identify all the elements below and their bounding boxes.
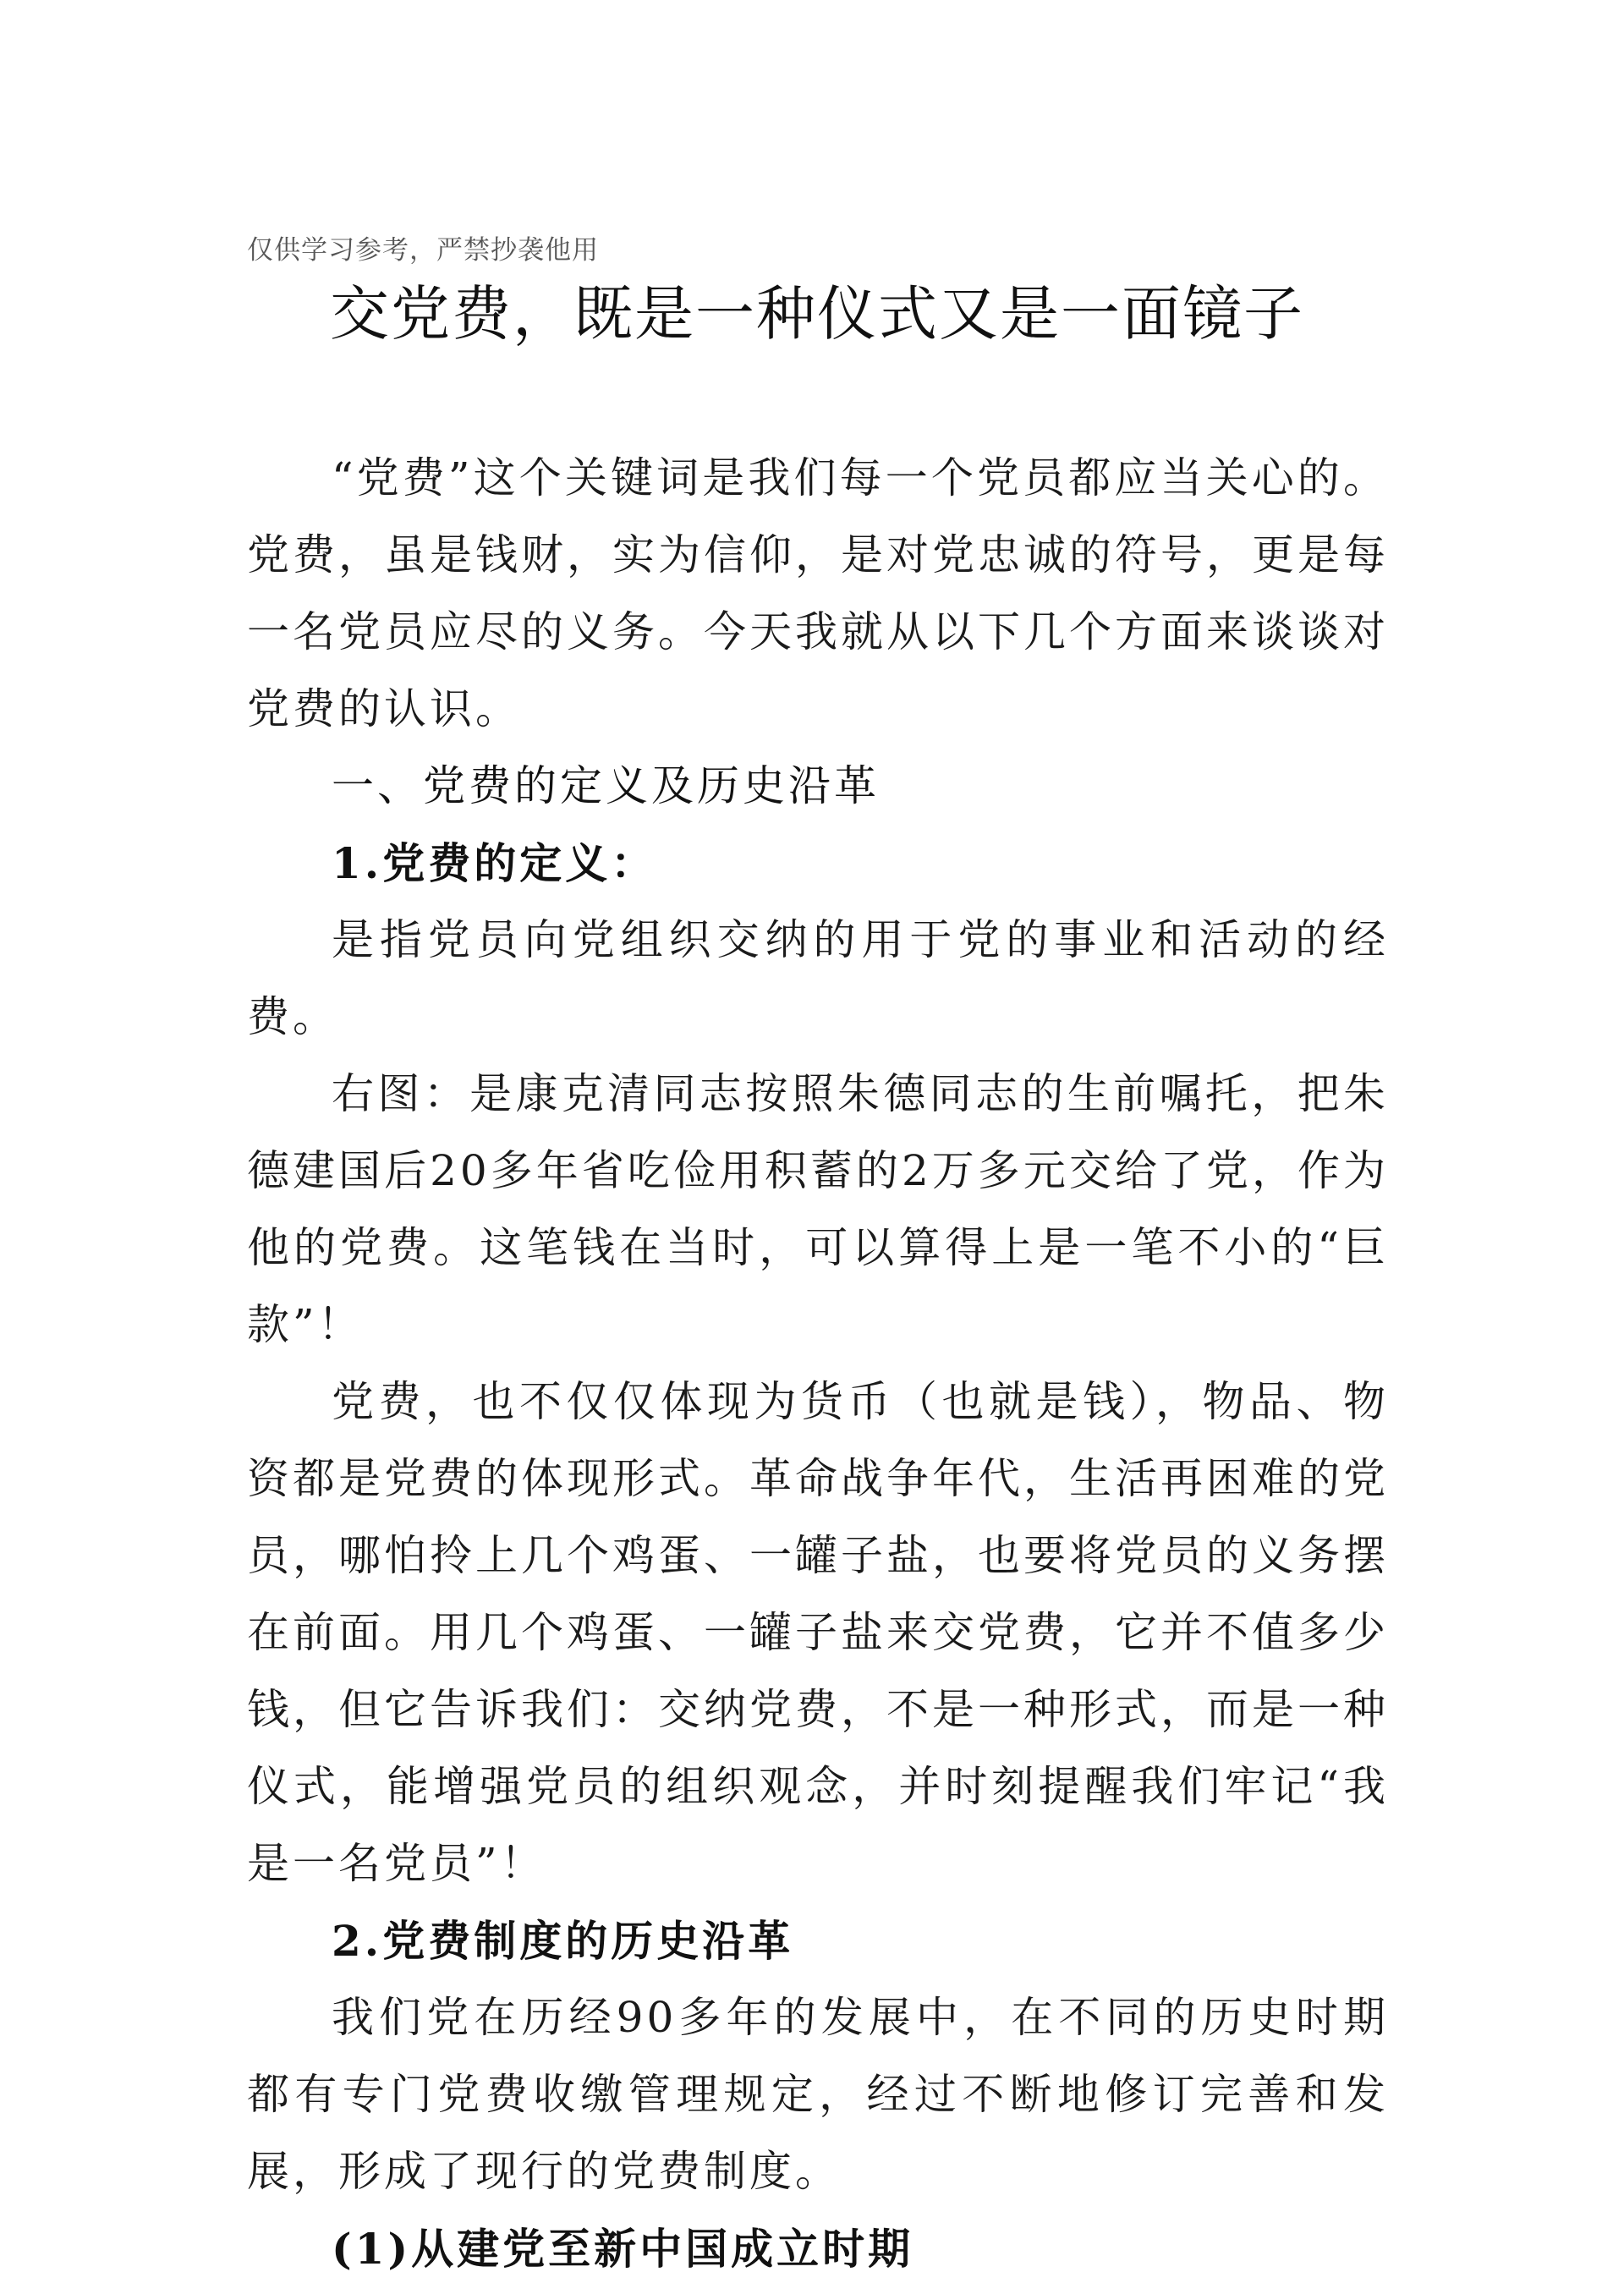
definition-paragraph: 是指党员向党组织交纳的用于党的事业和活动的经费。	[247, 915, 1389, 1041]
history-paragraph: 我们党在历经90多年的发展中，在不同的历史时期都有专门党费收缴管理规定，经过不断地修订完善和发展，形成了现行的党费制度。	[247, 1993, 1389, 2196]
subsection-heading-1: 1.党费的定义：	[332, 838, 657, 888]
zhude-paragraph: 右图：是康克清同志按照朱德同志的生前嘱托，把朱德建国后20多年省吃俭用积蓄的2万多元交给了党，作为他的党费。这笔钱在当时，可以算得上是一笔不小的“巨款”！	[247, 1069, 1389, 1349]
document-title: 交党费，既是一种仪式又是一面镜子	[330, 279, 1304, 348]
subsection-heading-2: 2.党费制度的历史沿革	[332, 1916, 794, 1966]
section-heading-1: 一、党费的定义及历史沿革	[332, 761, 880, 810]
watermark-text: 仅供学习参考，严禁抄袭他用	[247, 235, 599, 266]
forms-paragraph: 党费，也不仅仅体现为货币（也就是钱），物品、物资都是党费的体现形式。革命战争年代，生活再困难的党员，哪怕拎上几个鸡蛋、一罐子盐，也要将党员的义务摆在前面。用几个鸡蛋、一罐子盐来交党费，它并不值多少钱，但它告诉我们：交纳党费，不是一种形式，而是一种仪式，能增强党员的组织观念，并时刻提醒我们牢记“我是一名党员”！	[247, 1377, 1389, 1888]
document-body	[247, 440, 1389, 2287]
intro-paragraph: “党费”这个关键词是我们每一个党员都应当关心的。党费，虽是钱财，实为信仰，是对党忠诚的符号，更是每一名党员应尽的义务。今天我就从以下几个方面来谈谈对党费的认识。	[247, 453, 1389, 733]
period-heading-1: (1)从建党至新中国成立时期	[332, 2224, 914, 2274]
